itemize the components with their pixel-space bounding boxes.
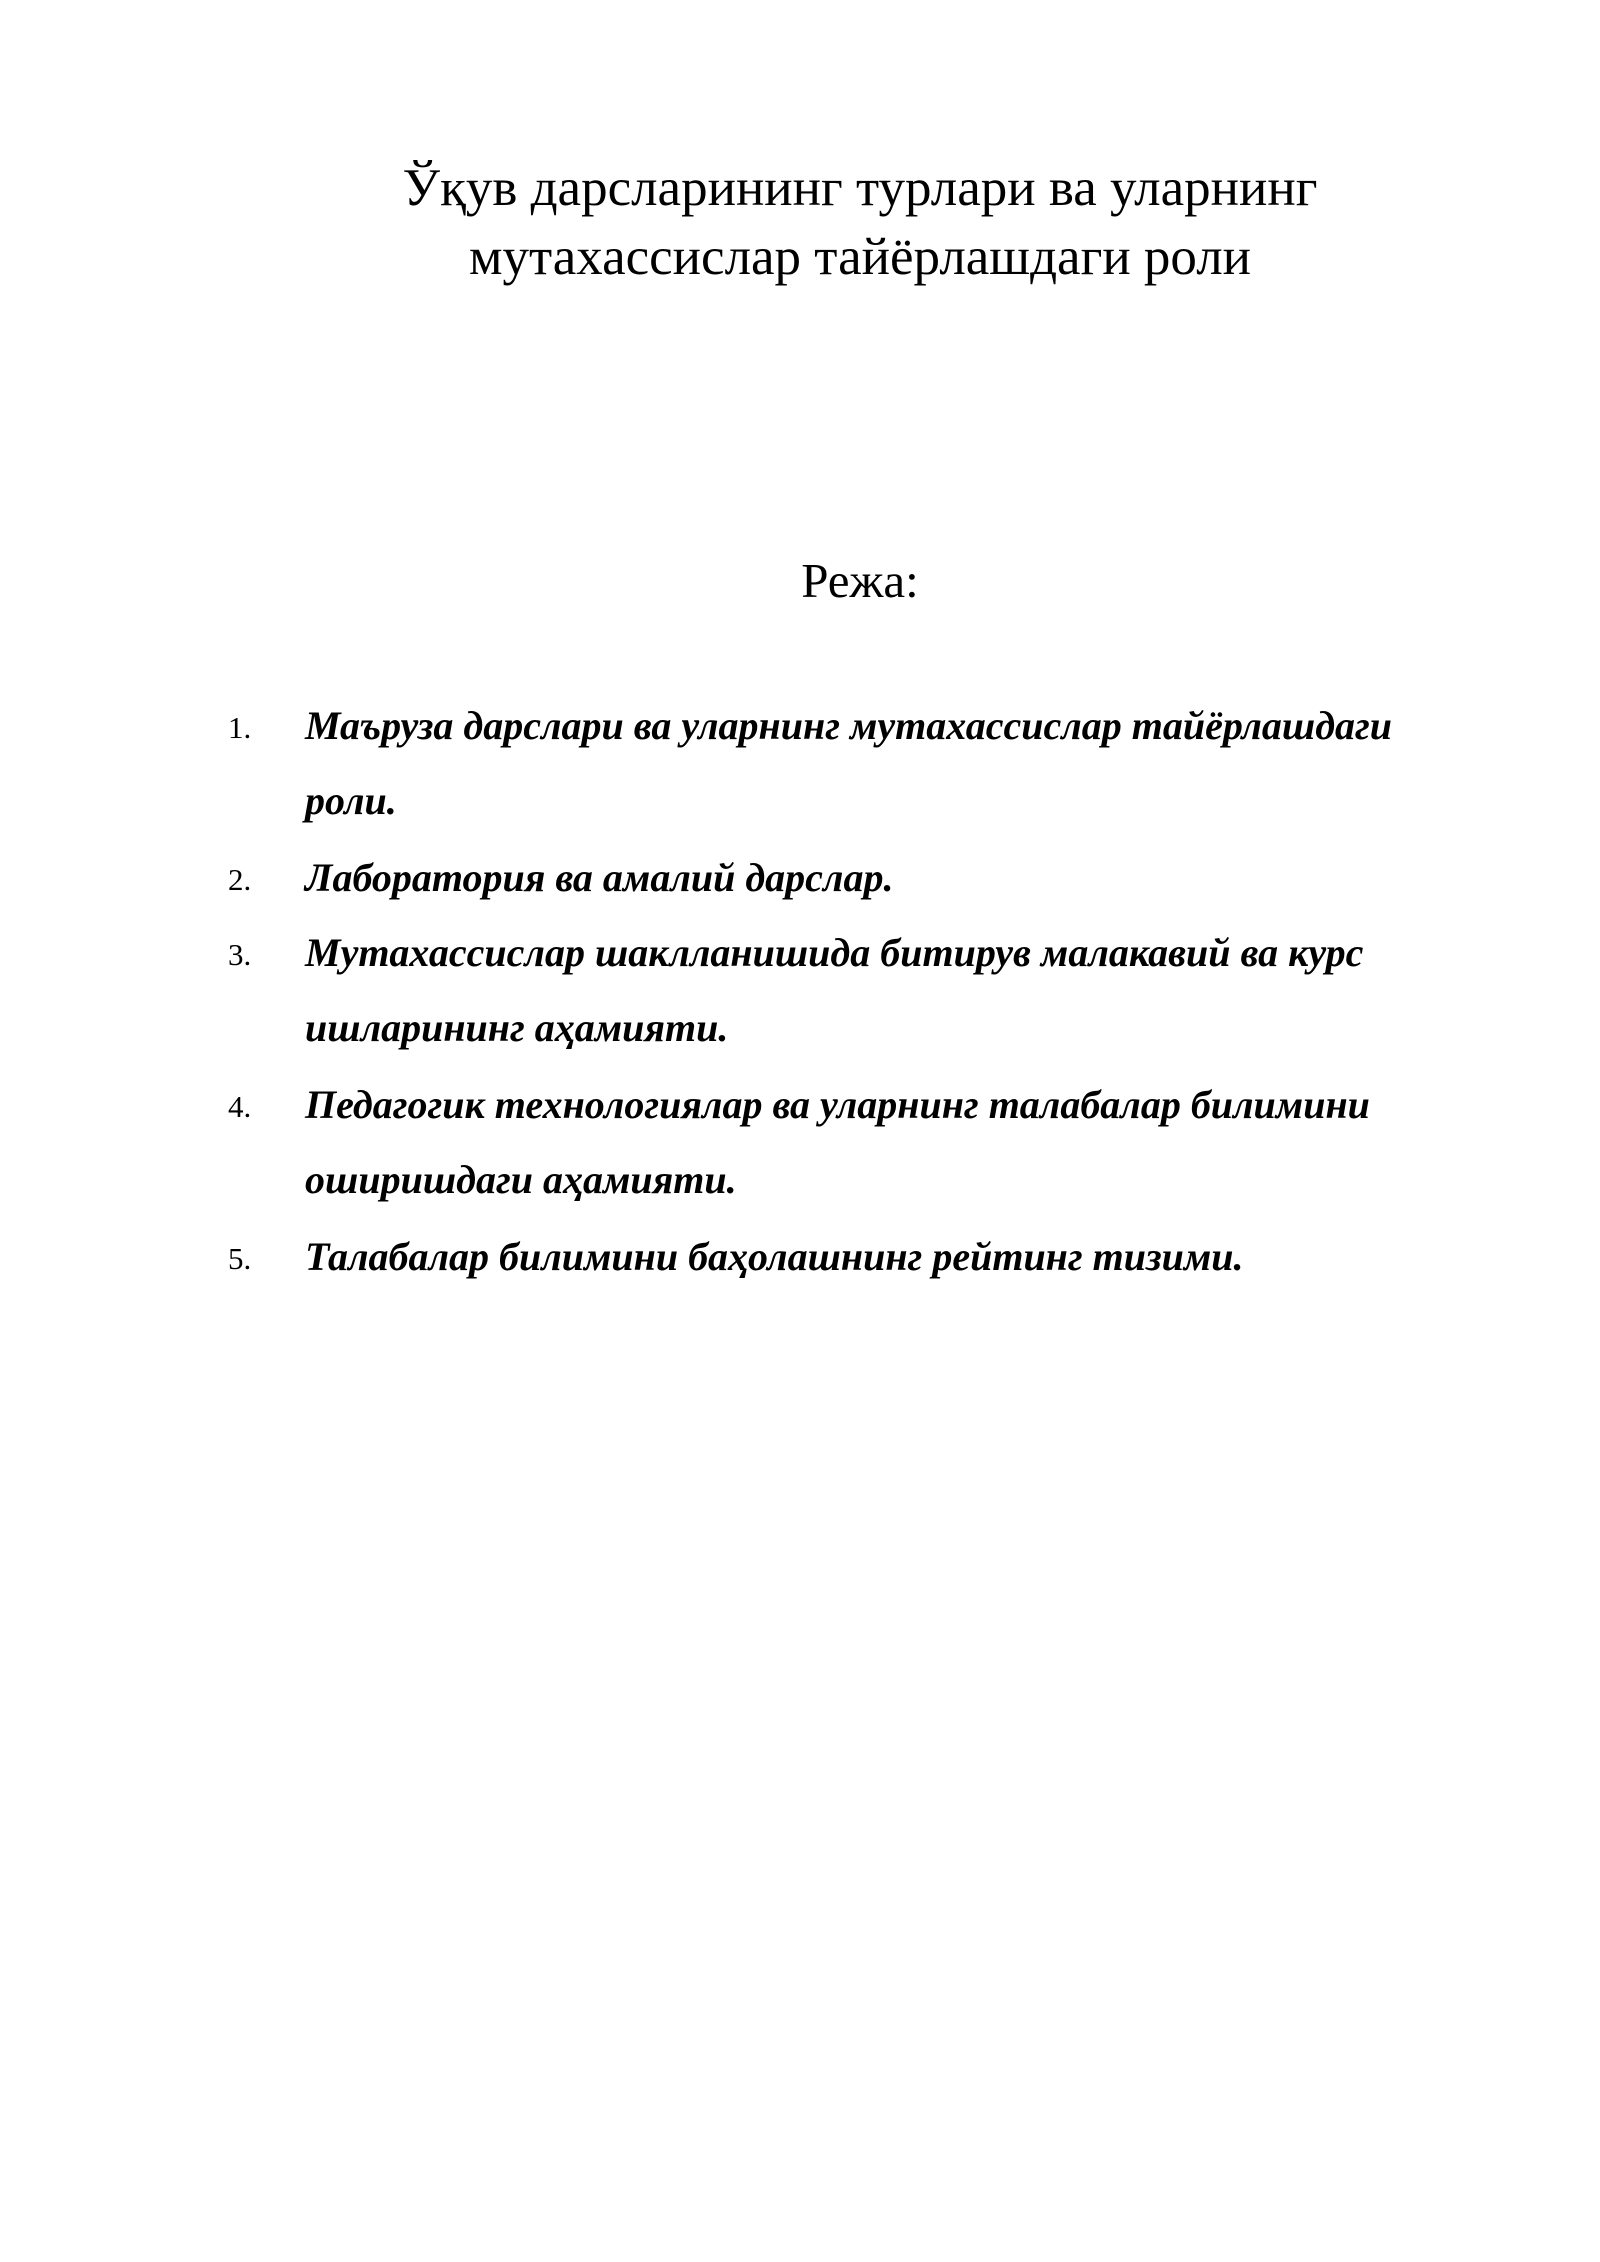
plan-item-number: 1. [228, 710, 252, 745]
plan-item-text-line: Маъруза дарслари ва уларнинг мутахассислар тайёрлашдаги [305, 703, 1393, 748]
document-title-line-1: Ўқув дарсларининг турлари ва уларнинг [402, 159, 1318, 217]
plan-item-number: 2. [228, 862, 252, 897]
plan-item-number: 3. [228, 937, 252, 972]
plan-item-text-line: Педагогик технологиялар ва уларнинг талабалар билимини [305, 1082, 1370, 1127]
plan-item-number: 5. [228, 1241, 252, 1276]
plan-heading: Режа: [801, 553, 919, 608]
plan-item-text-line: Лаборатория ва амалий дарслар. [305, 855, 894, 900]
plan-item-text-line: ишларининг аҳамияти. [305, 1005, 729, 1050]
document-title-line-2: мутахассислар тайёрлашдаги роли [468, 228, 1252, 286]
plan-item-number: 4. [228, 1089, 252, 1124]
plan-item-text-line: Мутахассислар шаклланишида битирув малакавий ва курс [305, 930, 1364, 975]
plan-item-text-line: оширишдаги аҳамияти. [305, 1157, 737, 1202]
plan-item-text-line: Талабалар билимини баҳолашнинг рейтинг тизими. [305, 1234, 1244, 1279]
plan-item-text-line: роли. [305, 778, 397, 823]
